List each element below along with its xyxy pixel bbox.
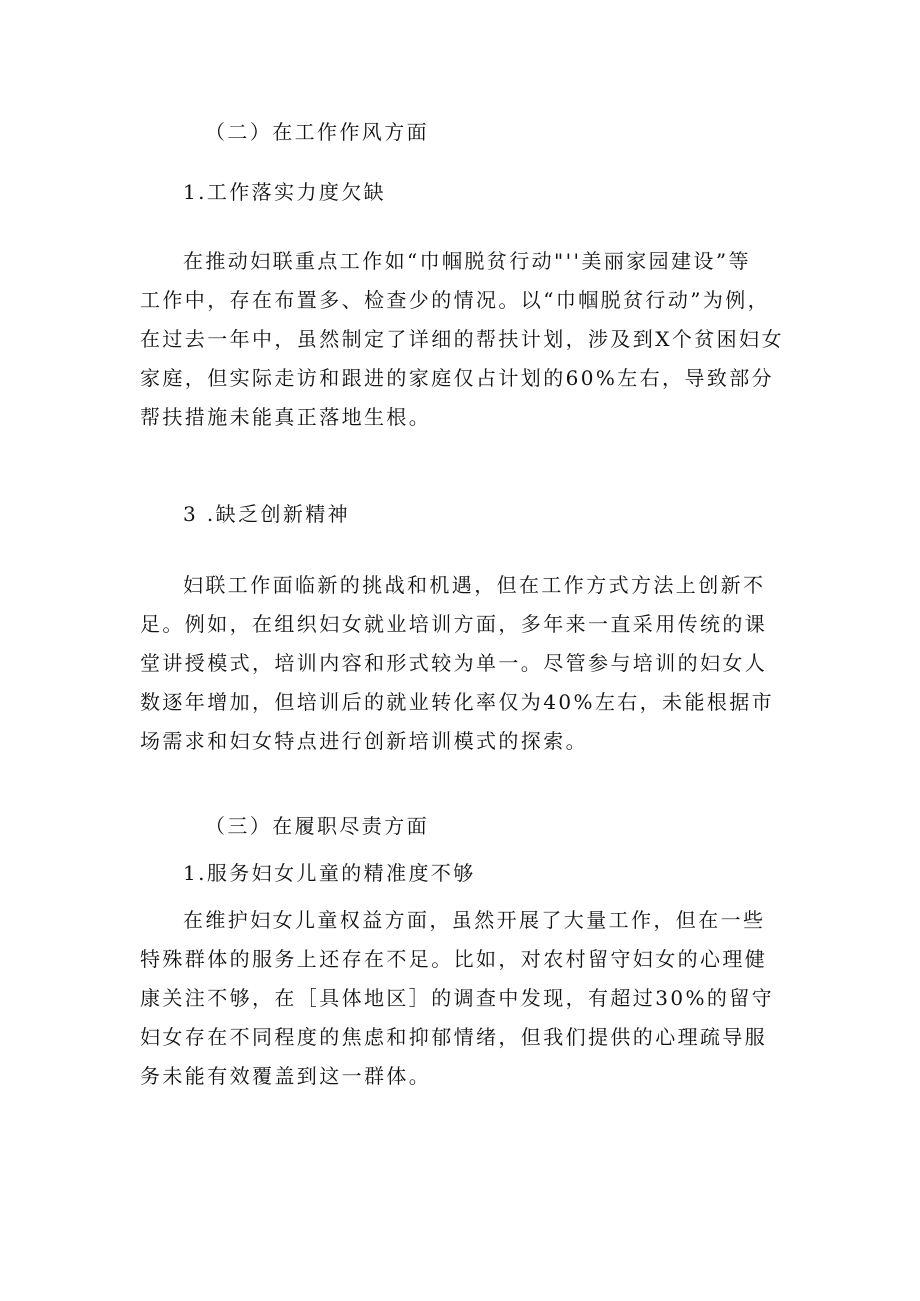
paragraph-line: 在维护妇女儿童权益方面，虽然开展了大量工作，但在一些 (183, 908, 766, 932)
section-heading-duty: （三）在履职尽责方面 (205, 814, 429, 838)
paragraph-line: 足。例如，在组织妇女就业培训方面，多年来一直采用传统的课 (140, 612, 768, 636)
paragraph-implementation (140, 242, 790, 437)
paragraph-line: 特殊群体的服务上还存在不足。比如，对农村留守妇女的心理健 (140, 947, 768, 971)
paragraph-line: 堂讲授模式，培训内容和形式较为单一。尽管参与培训的妇女人 (140, 651, 768, 675)
paragraph-line: 在推动妇联重点工作如“巾帼脱贫行动"''美丽家园建设”等 (183, 249, 751, 273)
paragraph-line: 数逐年增加，但培训后的就业转化率仅为40%左右，未能根据市 (140, 690, 775, 714)
paragraph-innovation (140, 566, 790, 761)
paragraph-line: 帮扶措施未能真正落地生根。 (140, 405, 432, 429)
paragraph-line: 妇联工作面临新的挑战和机遇，但在工作方式方法上创新不 (183, 573, 766, 597)
item-heading-implementation: 1.工作落实力度欠缺 (183, 180, 387, 204)
paragraph-line: 务未能有效覆盖到这一群体。 (140, 1064, 432, 1088)
paragraph-line: 家庭，但实际走访和跟进的家庭仅占计划的60%左右，导致部分 (140, 366, 775, 390)
paragraph-line: 场需求和妇女特点进行创新培训模式的探索。 (140, 729, 588, 753)
paragraph-line: 康关注不够，在［具体地区］的调查中发现，有超过30%的留守 (140, 986, 775, 1010)
section-heading-work-style: （二）在工作作风方面 (205, 120, 429, 144)
paragraph-precision (140, 901, 790, 1096)
paragraph-line: 工作中，存在布置多、检查少的情况。以“巾帼脱贫行动”为例， (140, 288, 771, 312)
paragraph-line: 妇女存在不同程度的焦虑和抑郁情绪，但我们提供的心理疏导服 (140, 1025, 768, 1049)
item-heading-precision: 1.服务妇女儿童的精准度不够 (183, 861, 476, 885)
paragraph-line: 在过去一年中，虽然制定了详细的帮扶计划，涉及到X个贫困妇女 (140, 327, 784, 351)
item-heading-innovation: 3 .缺乏创新精神 (183, 502, 351, 526)
